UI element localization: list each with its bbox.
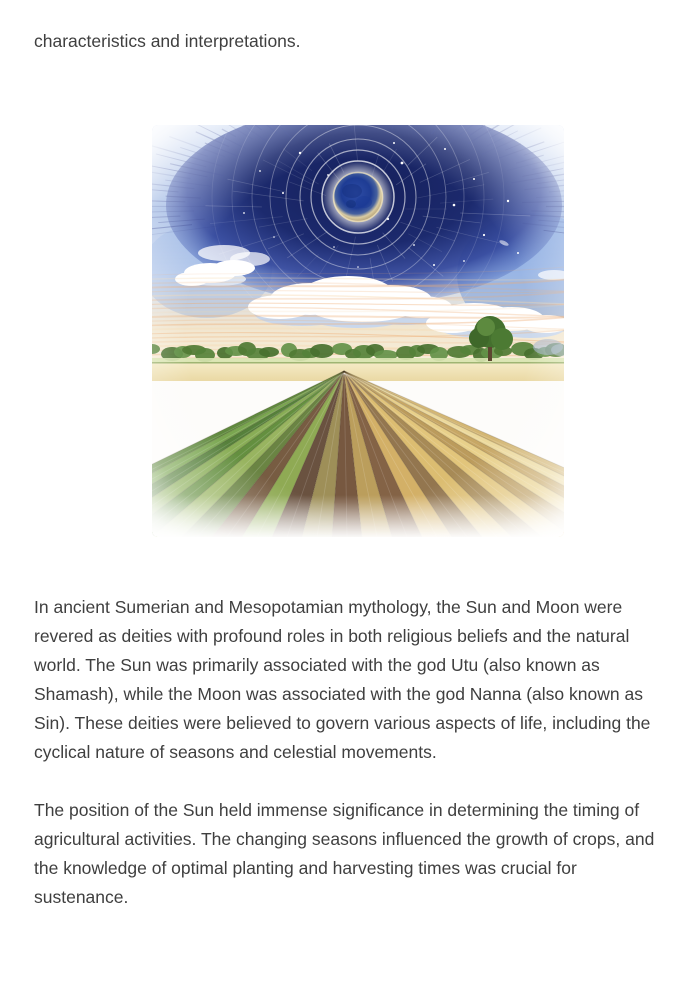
paragraph-agriculture: The position of the Sun held immense significance in determining the timing of agricultural activities. The changing seasons influenced the growth of crops, and the knowledge of optimal planting and harvesting times was crucial for sustenance.	[34, 800, 655, 907]
paragraph-mythology: In ancient Sumerian and Mesopotamian mythology, the Sun and Moon were revered as deities with profound roles in both religious beliefs and the natural world. The Sun was primarily associated with the god Utu (also known as Shamash), while the Moon was associated with the god Nanna (also known as Sin). These deities were believed to govern various aspects of life, including the cyclical nature of seasons and celestial movements.	[34, 597, 651, 762]
white-vignette	[152, 125, 564, 537]
mythology-illustration[interactable]	[152, 125, 564, 537]
intro-paragraph-fragment: characteristics and interpretations.	[34, 31, 301, 51]
illustration-canvas	[152, 125, 564, 537]
